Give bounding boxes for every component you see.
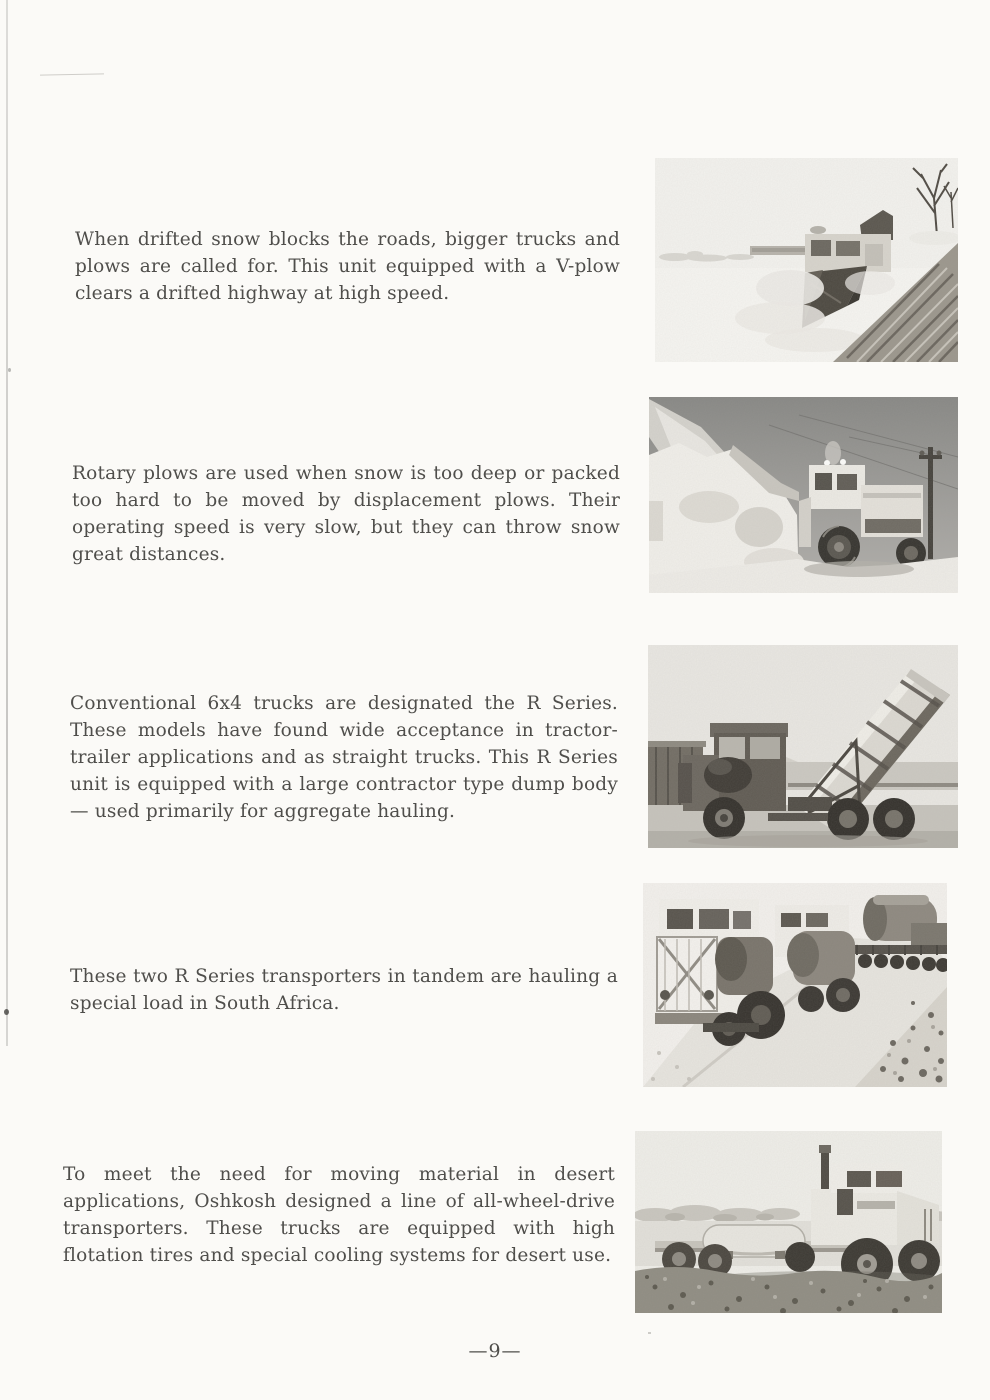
caption-desert-transporter: To meet the need for moving material in desert applications, Oshkosh designed a line of all-wheel-drive transporters. These trucks are equipped with high flotation tires and special cooling systems for desert use. [63,1163,615,1266]
scan-speck [4,1009,9,1015]
scan-scratch [40,73,104,75]
caption-tandem-transporters: These two R Series transporters in tandem are hauling a special load in South Africa. [70,965,618,1014]
page-number: —9— [468,1340,522,1362]
caption-v-plow: When drifted snow blocks the roads, bigger trucks and plows are called for. This unit equipped with a V-plow clears a drifted highway at high speed. [75,228,620,304]
rotary-plow-photo [649,397,958,593]
caption-r-series-dump: Conventional 6x4 trucks are designated the R Series. These models have found wide acceptance in tractor-trailer applications and as straight trucks. This R Series unit is equipped with a large contractor type dump body — used primarily for aggregate hauling. [70,692,618,822]
caption-rotary-plow: Rotary plows are used when snow is too deep or packed too hard to be moved by displacement plows. Their operating speed is very slow, but they can throw snow great distances. [72,462,620,565]
scan-speck [8,368,11,372]
desert-transporter-photo [635,1131,942,1313]
tandem-transporters-photo [643,883,947,1087]
scan-edge-line [6,0,8,1046]
r-series-dump-photo [648,645,958,848]
v-plow-snow-photo [655,158,958,362]
scan-speck [648,1332,651,1334]
